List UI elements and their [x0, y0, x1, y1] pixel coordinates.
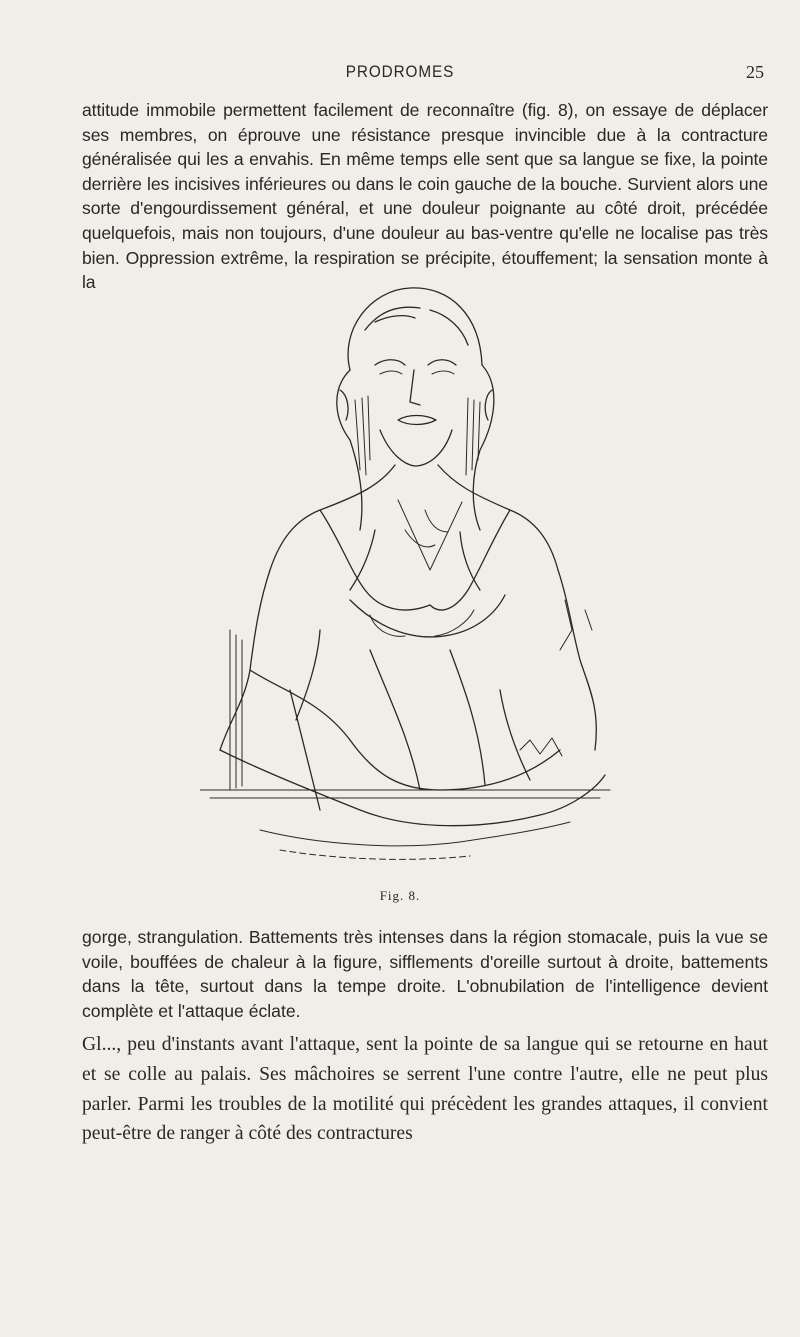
page-header — [0, 60, 800, 90]
figure-8-illustration — [200, 270, 620, 880]
page-number: 25 — [746, 62, 764, 82]
figure-caption: Fig. 8. — [379, 888, 421, 903]
paragraph-1: attitude immobile permettent facilement de reconnaître (fig. 8), on essaye de déplacer ses membres, on éprouve une résistance presque invincible due à la contracture généralisée qui les a envahis. En même temps elle sent que sa langue se fixe, la pointe derrière les incisives inférieures ou dans le coin gauche de la bouche. Survient alors une sorte d'engourdissement général, et une douleur poignante au côté droit, précédée quelquefois, mais non toujours, d'une douleur au bas-ventre qu'elle ne localise pas très bien. Oppression extrême, la respiration se précipite, étouffement; la sensation monte à la — [82, 100, 768, 293]
running-head: PRODROMES — [345, 62, 455, 81]
paragraph-2: gorge, strangulation. Battements très intenses dans la région stomacale, puis la vue se voile, bouffées de chaleur à la figure, sifflements d'oreille surtout à droite, battements dans la tête, surtout dans la tempe droite. L'obnubilation de l'intelligence devient complète et l'attaque éclate. — [82, 927, 768, 1021]
seated-woman-line-drawing — [200, 270, 620, 880]
paragraph-3: Gl..., peu d'instants avant l'attaque, sent la pointe de sa langue qui se retourne en haut et se colle au palais. Ses mâchoires se serrent l'une contre l'autre, elle ne peut plus parler. Parmi les troubles de la motilité qui précèdent les grandes attaques, il convient peut-être de ranger à côté des contractures — [82, 1034, 768, 1145]
